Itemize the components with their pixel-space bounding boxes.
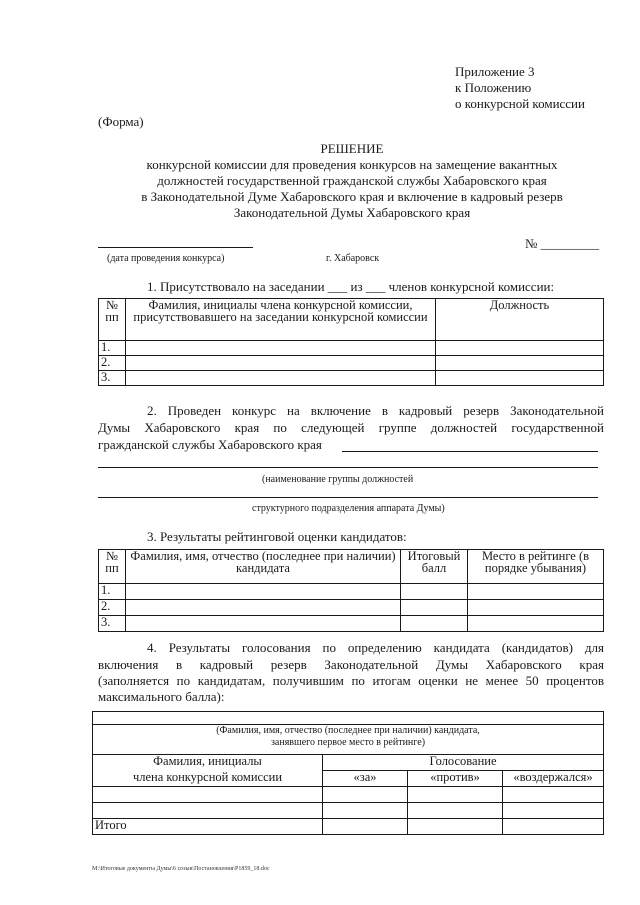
position-cell[interactable] <box>436 356 604 371</box>
city-label: г. Хабаровск <box>326 253 380 264</box>
position-cell[interactable] <box>436 341 604 356</box>
item-2-line-2: Думы Хабаровского края по следующей группе должностей государственной <box>98 420 604 435</box>
decision-number: № _________ <box>525 236 600 251</box>
col-total-score: Итоговый балл <box>401 550 468 584</box>
candidate-caption <box>93 725 604 755</box>
date-underline <box>98 247 253 248</box>
row-number: 3. <box>99 616 126 632</box>
score-cell[interactable] <box>401 584 468 600</box>
date-caption: (дата проведения конкурса) <box>107 253 225 264</box>
candidate-cell[interactable] <box>126 584 401 600</box>
score-cell[interactable] <box>401 600 468 616</box>
document-title: РЕШЕНИЕ <box>320 141 384 156</box>
col-vote-for: «за» <box>323 771 408 787</box>
col-number: № пп <box>99 550 126 584</box>
group-name-line-2[interactable] <box>98 467 598 468</box>
item-4-line-4: максимального балла): <box>98 689 225 704</box>
total-label: Итого <box>93 819 323 835</box>
member-cell[interactable] <box>93 787 323 803</box>
row-number: 1. <box>99 584 126 600</box>
place-cell[interactable] <box>468 584 604 600</box>
vote-cell[interactable] <box>503 803 604 819</box>
member-name-cell[interactable] <box>126 356 436 371</box>
subtitle-line-3: в Законодательной Думе Хабаровского края и включение в кадровый резерв <box>141 189 563 204</box>
col-rating-place: Место в рейтинге (в порядке убывания) <box>468 550 604 584</box>
candidate-caption-line-2: занявшего первое место в рейтинге) <box>270 737 426 748</box>
score-cell[interactable] <box>401 616 468 632</box>
col-vote-abstained: «воздержался» <box>503 771 604 787</box>
row-number: 3. <box>99 371 126 386</box>
col-vote-against: «против» <box>408 771 503 787</box>
group-caption-2: структурного подразделения аппарата Думы) <box>252 503 445 514</box>
col-voting: Голосование <box>323 755 604 771</box>
candidate-cell[interactable] <box>126 616 401 632</box>
appendix-line-1: Приложение 3 <box>455 64 535 79</box>
voting-table <box>92 711 604 835</box>
col-position: Должность <box>436 299 604 341</box>
group-caption-1: (наименование группы должностей <box>262 474 414 485</box>
group-name-line-3[interactable] <box>98 497 598 498</box>
row-number: 1. <box>99 341 126 356</box>
col-candidate-name: Фамилия, имя, отчество (последнее при наличии) кандидата <box>126 550 401 584</box>
item-3-text: 3. Результаты рейтинговой оценки кандидатов: <box>147 529 407 544</box>
vote-cell[interactable] <box>323 787 408 803</box>
member-name-cell[interactable] <box>126 341 436 356</box>
appendix-line-3: о конкурсной комиссии <box>455 96 585 111</box>
item-2-line-1: 2. Проведен конкурс на включение в кадровый резерв Законодательной <box>147 403 604 418</box>
vote-cell[interactable] <box>408 787 503 803</box>
col-member-line-1: Фамилия, инициалы <box>153 754 262 768</box>
place-cell[interactable] <box>468 600 604 616</box>
item-4-line-1: 4. Результаты голосования по определению кандидата (кандидатов) для <box>147 640 604 655</box>
item-1-text: 1. Присутствовало на заседании ___ из ___ членов конкурсной комиссии: <box>147 279 555 294</box>
vote-cell[interactable] <box>503 787 604 803</box>
footer-file-path: M:\Итоговые документы Думы\6 созыв\Постановления\P1859_18.doc <box>92 866 270 872</box>
place-cell[interactable] <box>468 616 604 632</box>
col-member <box>93 755 323 787</box>
subtitle-line-2: должностей государственной гражданской службы Хабаровского края <box>157 173 547 188</box>
subtitle-line-1: конкурсной комиссии для проведения конкурсов на замещение вакантных <box>146 157 558 172</box>
item-4-line-2: включения в кадровый резерв Законодательной Думы Хабаровского края <box>98 657 604 672</box>
item-2-line-3: гражданской службы Хабаровского края <box>98 437 322 452</box>
member-name-cell[interactable] <box>126 371 436 386</box>
candidate-name-cell[interactable] <box>93 712 604 725</box>
position-cell[interactable] <box>436 371 604 386</box>
total-vote-cell[interactable] <box>323 819 408 835</box>
form-label: (Форма) <box>98 114 144 129</box>
total-vote-cell[interactable] <box>503 819 604 835</box>
item-4-line-3: (заполняется по кандидатам, получившим по итогам оценки не менее 50 процентов <box>98 673 604 688</box>
total-vote-cell[interactable] <box>408 819 503 835</box>
group-name-line-1[interactable] <box>342 451 598 452</box>
appendix-line-2: к Положению <box>455 80 532 95</box>
col-member-name: Фамилия, инициалы члена конкурсной комиссии, присутствовавшего на заседании конкурсной комиссии <box>126 299 436 341</box>
row-number: 2. <box>99 356 126 371</box>
subtitle-line-4: Законодательной Думы Хабаровского края <box>233 205 471 220</box>
row-number: 2. <box>99 600 126 616</box>
member-cell[interactable] <box>93 803 323 819</box>
rating-table <box>98 549 604 632</box>
col-member-line-2: члена конкурсной комиссии <box>132 770 283 784</box>
vote-cell[interactable] <box>323 803 408 819</box>
candidate-caption-line-1: (Фамилия, имя, отчество (последнее при наличии) кандидата, <box>216 725 480 736</box>
col-number: № пп <box>99 299 126 341</box>
candidate-cell[interactable] <box>126 600 401 616</box>
attendees-table <box>98 298 604 386</box>
vote-cell[interactable] <box>408 803 503 819</box>
